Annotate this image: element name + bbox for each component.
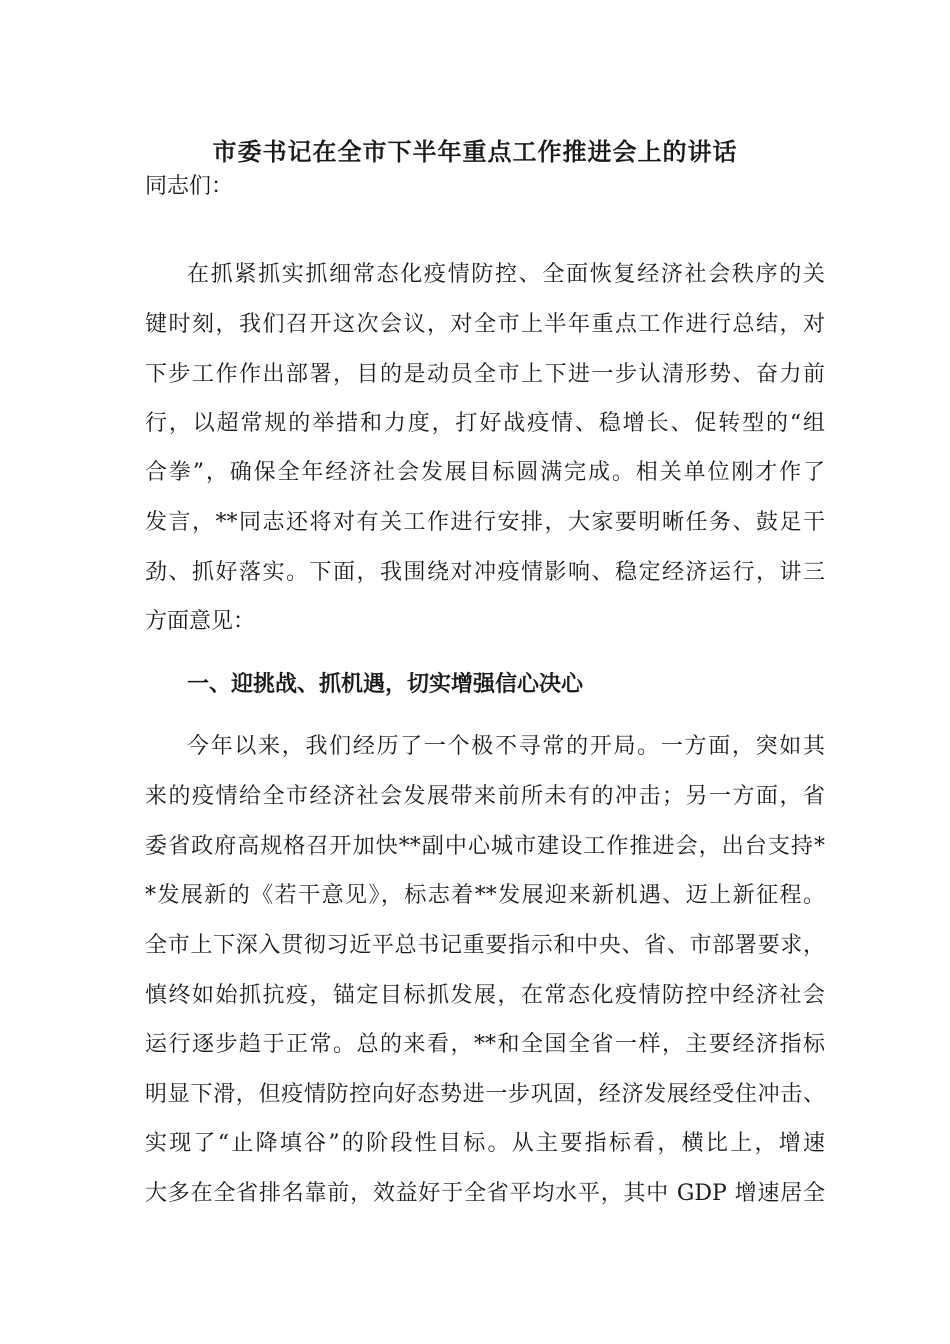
paragraph-line: 劲、抓好落实。下面，我围绕对冲疫情影响、稳定经济运行，讲三 [145, 560, 825, 585]
paragraph-line: 委省政府高规格召开加快**副中心城市建设工作推进会，出台支持* [145, 834, 825, 859]
paragraph-line: 合拳”，确保全年经济社会发展目标圆满完成。相关单位刚才作了 [145, 460, 825, 485]
paragraph-line: 键时刻，我们召开这次会议，对全市上半年重点工作进行总结，对 [145, 312, 825, 337]
paragraph-line: 实现了“止降填谷”的阶段性目标。从主要指标看，横比上，增速 [145, 1131, 825, 1156]
paragraph-line: 全市上下深入贯彻习近平总书记重要指示和中央、省、市部署要求， [145, 933, 825, 958]
paragraph-line: 行，以超常规的举措和力度，打好战疫情、稳增长、促转型的“组 [145, 411, 825, 436]
paragraph-line: 今年以来，我们经历了一个极不寻常的开局。一方面，突如其 [187, 734, 825, 759]
paragraph-line: 慎终如始抓抗疫，锚定目标抓发展，在常态化疫情防控中经济社会 [145, 983, 825, 1008]
paragraph-line: 运行逐步趋于正常。总的来看，**和全国全省一样，主要经济指标 [145, 1032, 825, 1057]
paragraph-line: 在抓紧抓实抓细常态化疫情防控、全面恢复经济社会秩序的关 [187, 262, 825, 287]
paragraph-line: 发言，**同志还将对有关工作进行安排，大家要明晰任务、鼓足干 [145, 510, 825, 535]
section-heading: 一、迎挑战、抓机遇，切实增强信心决心 [187, 672, 584, 697]
paragraph-line: 方面意见： [145, 609, 256, 634]
paragraph-line: 大多在全省排名靠前，效益好于全省平均水平，其中 GDP 增速居全 [145, 1181, 825, 1206]
salutation: 同志们： [145, 174, 234, 199]
paragraph-line: 明显下滑，但疫情防控向好态势进一步巩固，经济发展经受住冲击、 [145, 1082, 825, 1107]
paragraph-line: 下步工作作出部署，目的是动员全市上下进一步认清形势、奋力前 [145, 362, 825, 387]
paragraph-line: 来的疫情给全市经济社会发展带来前所未有的冲击；另一方面，省 [145, 784, 825, 809]
document-title: 市委书记在全市下半年重点工作推进会上的讲话 [212, 138, 738, 166]
paragraph-line: *发展新的《若干意见》，标志着**发展迎来新机遇、迈上新征程。 [145, 883, 825, 908]
